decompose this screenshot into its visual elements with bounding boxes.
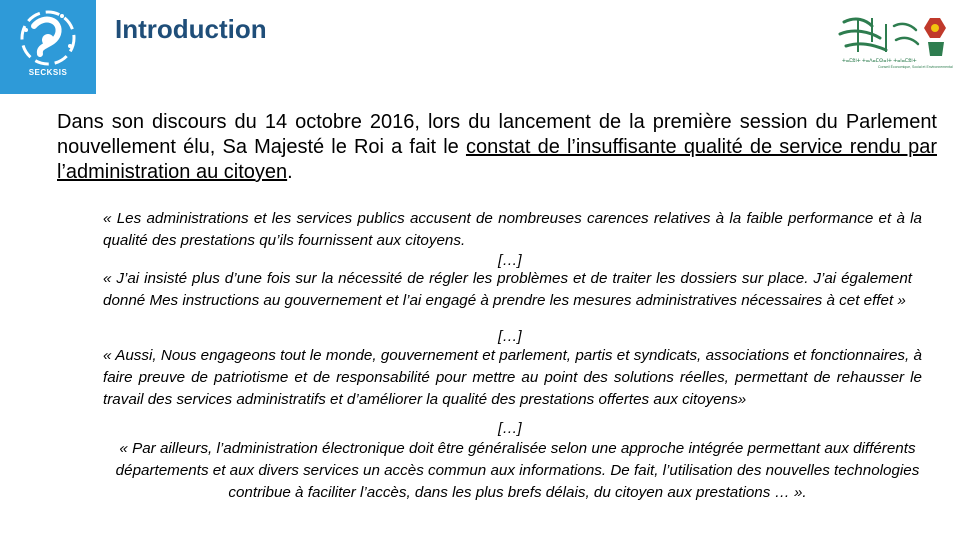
lead-text: Dans son discours du 14 octobre 2016, lors du lancement de la première session du Parlement nouvellement élu, Sa Majesté le Roi a fait le bbox=[57, 111, 937, 158]
organization-logo bbox=[0, 0, 96, 94]
lead-end: . bbox=[287, 161, 293, 183]
quote-2: « J’ai insisté plus d’une fois sur la nécessité de régler les problèmes et de traiter les dossiers sur place. J’ai également donné Mes instructions au gouvernement et l’ai engagé à prendre les mesures administratives nécessaires à cet effet » bbox=[103, 270, 912, 309]
ellipsis-2: […] bbox=[498, 328, 522, 345]
quote-4: « Par ailleurs, l’administration électronique doit être généralisée selon une approche intégrée permettant aux différents départements et aux divers services un accès commun aux informations. De fait, l’utilisation des nouvelles technologies contribue à faciliter l’accès, dans les plus brefs délais, du citoyen aux prestations … ». bbox=[115, 440, 920, 501]
quote-1: « Les administrations et les services publics accusent de nombreuses carences relatives à la faible performance et à la qualité des prestations qu’ils fournissent aux citoyens. bbox=[103, 210, 922, 249]
ellipsis-3: […] bbox=[498, 420, 522, 437]
ellipsis-1: […] bbox=[498, 252, 522, 269]
lead-underlined-text: constat de l’insuffisante qualité de service rendu par l’administration au citoyen bbox=[57, 136, 937, 183]
cese-subtitle: ⵜⴰⵎⵓⵏⵜ ⵜⴰⴷⴰⵎⵙⴰⵏⵜ ⵜⴰⵏⴰⵎⵓⵏⵜ bbox=[842, 58, 917, 64]
logo-caption: SECKSIS bbox=[28, 68, 68, 77]
quote-3: « Aussi, Nous engageons tout le monde, gouvernement et parlement, partis et syndicats, associations et fonctionnaires, à faire preuve de patriotisme et de responsabilité pour mettre au point des solutions réelles, permettant de rehausser le travail des services administratifs et d’améliorer la qualité des prestations offertes aux citoyens» bbox=[103, 347, 922, 408]
cese-fineprint: Conseil Économique, Social et Environnemental bbox=[878, 65, 953, 69]
lead-paragraph bbox=[57, 110, 937, 185]
page-title: Introduction bbox=[115, 14, 267, 44]
logo-emblem-icon bbox=[0, 0, 96, 94]
